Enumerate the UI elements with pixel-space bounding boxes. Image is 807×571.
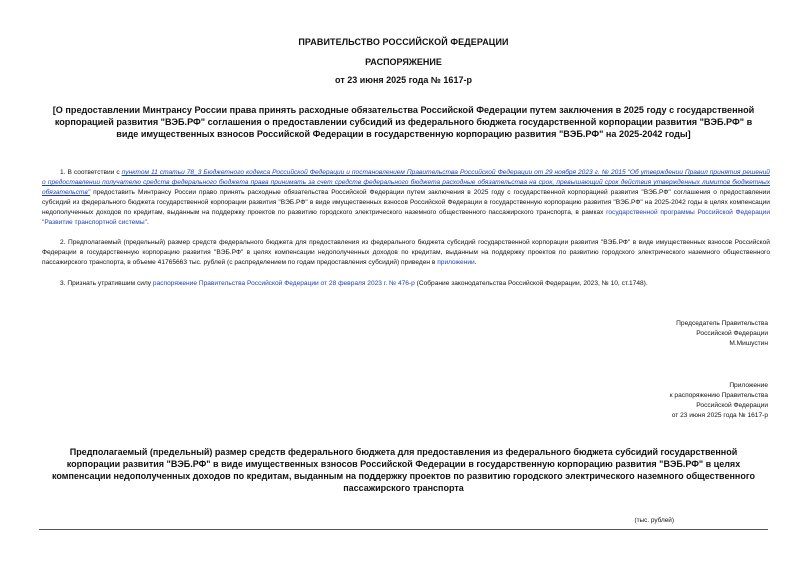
paragraph-2-end: . (474, 259, 477, 266)
signature-name: М.Мишустин (729, 340, 768, 347)
legal-reference-link[interactable]: пунктом 11 статьи 78_3 Бюджетного кодекса Российской Федерации и постановлением Правительства Российской Федерации от 29 ноября 2023 г. № 2015 "Об утверждении Правил принятия решений о предоставлении получателю средств федерального бюджета права принимать за счет средств федерального бюджета расходные обязательства на срок, превышающий срок действия утвержденных лимитов бюджетных обязательств" (42, 169, 770, 196)
annex-link[interactable]: приложении (437, 259, 475, 266)
paragraph-1-text-b: предоставить Минтрансу России право принять расходные обязательства Российской Федерации путем заключения в 2025 году с государственной корпорацией развития "ВЭБ.РФ" соглашения о предоставлении субсидий из федерального бюджета государственной корпорации развития "ВЭБ.РФ" в виде имущественных взносов Российской Федерации в государственную корпорацию развития "ВЭБ.РФ" на 2025-2042 годы в целях компенсации недополученных доходов по кредитам, выданным на поддержку проектов по развитию городского электрического наземного общественного пассажирского транспорта, в рамках (42, 189, 770, 216)
paragraph-3-text-a: 3. Признать утратившим силу (60, 280, 153, 287)
state-program-link[interactable]: государственной программы Российской Федерации "Развитие транспортной системы" (42, 209, 771, 226)
annex-ref-line-2: к распоряжению Правительства (669, 392, 768, 399)
signature-org: Российской Федерации (696, 330, 768, 337)
annex-ref-line-3: Российской Федерации (696, 402, 768, 409)
document-date-number: от 23 июня 2025 года № 1617-р (335, 75, 472, 85)
paragraph-1-end: . (146, 219, 149, 226)
signature-block (600, 319, 768, 349)
repealed-order-link[interactable]: распоряжение Правительства Российской Федерации от 28 февраля 2023 г. № 476-р (152, 280, 415, 287)
annex-reference-block (600, 381, 768, 421)
paragraph-3-text-b: (Собрание законодательства Российской Федерации, 2023, № 10, ст.1748). (414, 280, 648, 287)
signature-title: Председатель Правительства (676, 320, 768, 327)
paragraph-1 (42, 168, 770, 228)
units-label: (тыс. рублей) (634, 517, 674, 524)
document-type: РАСПОРЯЖЕНИЕ (365, 57, 442, 67)
paragraph-3 (42, 279, 770, 289)
paragraph-2 (42, 238, 770, 268)
annex-ref-line-4: от 23 июня 2025 года № 1617-р (671, 412, 768, 419)
table-top-rule (39, 529, 768, 530)
paragraph-1-text-a: 1. В соответствии с (60, 169, 122, 176)
document-subject: [О предоставлении Минтрансу России права принять расходные обязательства Российской Федерации путем заключения в 2025 году с государственной корпорацией развития "ВЭБ.РФ" соглашения о предоставлении субсидий из федерального бюджета государственной корпорации развития "ВЭБ.РФ" в виде имущественных взносов Российской Федерации в государственную корпорацию развития "ВЭБ.РФ" на 2025-2042 годы] (52, 105, 755, 139)
annex-title: Предполагаемый (предельный) размер средств федерального бюджета для предоставления из федерального бюджета субсидий государственной корпорации развития "ВЭБ.РФ" в виде имущественных взносов Российской Федерации в государственную корпорацию развития "ВЭБ.РФ" в целях компенсации недополученных доходов по кредитам, выданным на поддержку проектов по развитию городского электрического наземного общественного пассажирского транспорта (52, 447, 755, 493)
document-authority: ПРАВИТЕЛЬСТВО РОССИЙСКОЙ ФЕДЕРАЦИИ (298, 37, 509, 47)
annex-ref-line-1: Приложение (729, 382, 768, 389)
paragraph-2-text-a: 2. Предполагаемый (предельный) размер средств федерального бюджета для предоставления из федерального бюджета субсидий государственной корпорации развития "ВЭБ.РФ" в виде имущественных взносов Российской Федерации в государственную корпорацию развития "ВЭБ.РФ" в целях компенсации недополученных доходов по кредитам, выданным на поддержку проектов по развитию городского электрического наземного общественного пассажирского транспорта, в объеме 41765663 тыс. рублей (с распределением по годам предоставления субсидий) приведен в (42, 239, 770, 266)
